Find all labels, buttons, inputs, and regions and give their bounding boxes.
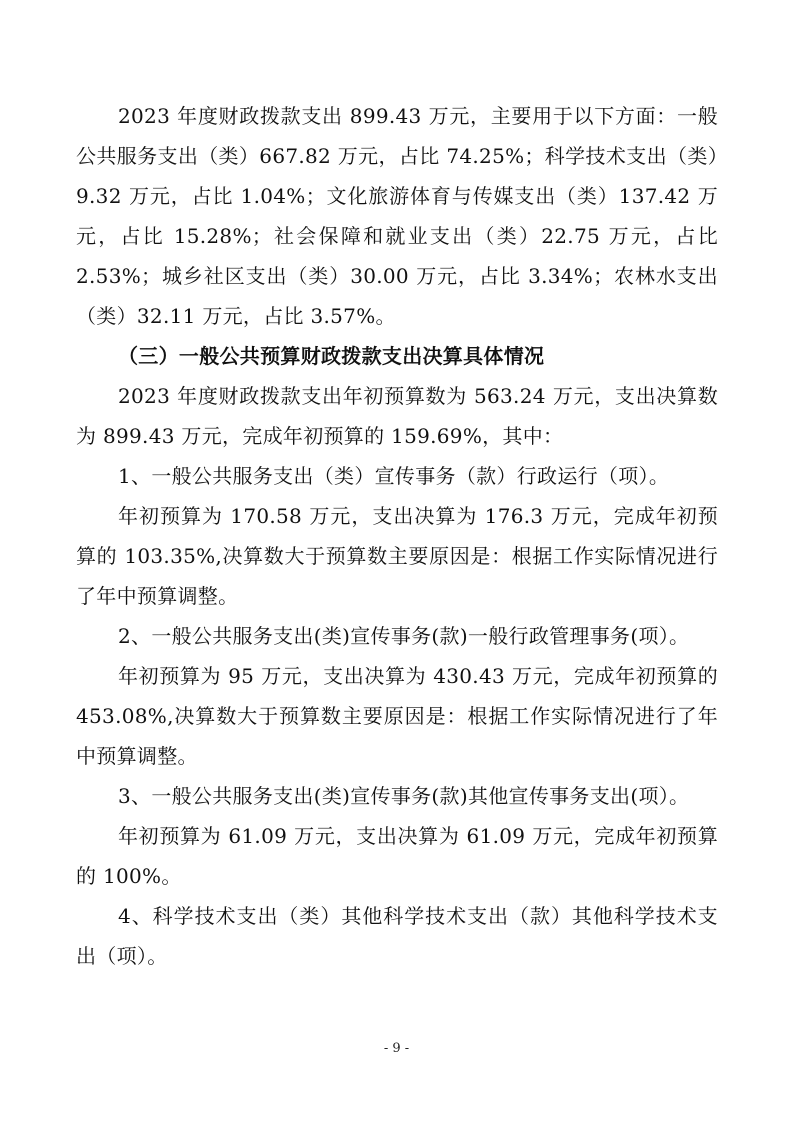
section-heading: （三）一般公共预算财政拨款支出决算具体情况	[118, 344, 545, 368]
item-1-title: 1、一般公共服务支出（类）宣传事务（款）行政运行（项）。	[118, 464, 670, 488]
item-1-detail: 年初预算为 170.58 万元，支出决算为 176.3 万元，完成年初预算的 103.35%,决算数大于预算数主要原因是：根据工作实际情况进行了年中预算调整。	[76, 504, 718, 608]
item-2-title: 2、一般公共服务支出(类)宣传事务(款)一般行政管理事务(项）。	[118, 624, 690, 648]
item-2-detail: 年初预算为 95 万元，支出决算为 430.43 万元，完成年初预算的 453.08%,决算数大于预算数主要原因是：根据工作实际情况进行了年中预算调整。	[76, 664, 718, 768]
item-3-detail: 年初预算为 61.09 万元，支出决算为 61.09 万元，完成年初预算的 100%。	[76, 824, 718, 888]
item-3-title: 3、一般公共服务支出(类)宣传事务(款)其他宣传事务支出(项）。	[118, 784, 690, 808]
item-4-title: 4、科学技术支出（类）其他科学技术支出（款）其他科学技术支出（项）。	[76, 904, 718, 968]
document-body	[76, 96, 718, 976]
paragraph-budget-overview: 2023 年度财政拨款支出年初预算数为 563.24 万元，支出决算数为 899.43 万元，完成年初预算的 159.69%，其中：	[76, 384, 718, 448]
page-number: - 9 -	[383, 1041, 410, 1056]
paragraph-expenditure-summary: 2023 年度财政拨款支出 899.43 万元，主要用于以下方面：一般公共服务支出（类）667.82 万元，占比 74.25%；科学技术支出（类）9.32 万元，占比 1.04%；文化旅游体育与传媒支出（类）137.42 万元，占比 15.28%；社会保障和就业支出（类）22.75 万元，占比 2.53%；城乡社区支出（类）30.00 万元，占比 3.34%；农林水支出（类）32.11 万元，占比 3.57%。	[76, 104, 718, 328]
